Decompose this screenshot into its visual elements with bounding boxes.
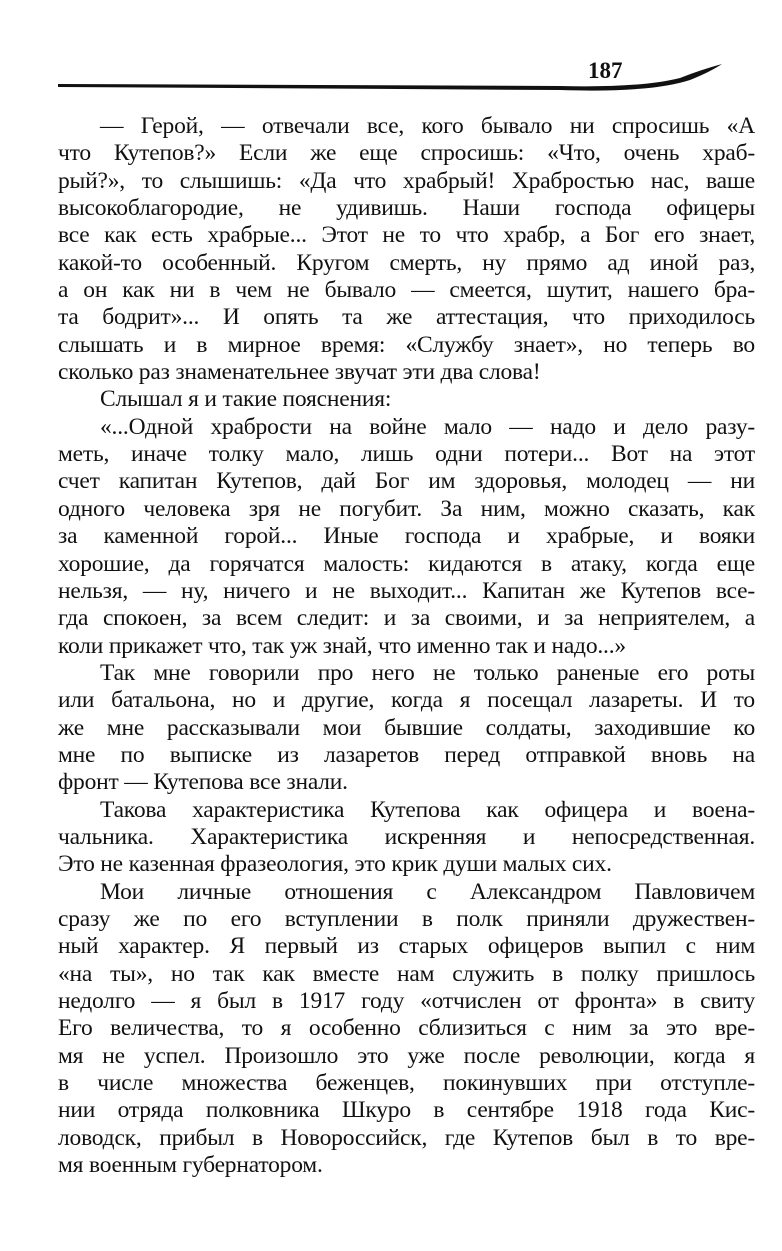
text-line: чальника. Характеристика искренняя и непосредственная. (58, 823, 755, 850)
text-line: Слышал я и такие пояснения: (100, 386, 392, 413)
header-rule-swoosh (0, 0, 782, 110)
page-number: 187 (588, 58, 623, 83)
text-line: все как есть храбрые... Этот не то что храбр, а Бог его знает, (58, 222, 755, 249)
text-line: или батальона, но и другие, когда я посещал лазареты. И то (58, 687, 755, 714)
text-line: что Кутепов?» Если же еще спросишь: «Что, очень храб- (58, 140, 755, 167)
text-line: меть, иначе толку мало, лишь одни потери... Вот на этот (58, 441, 755, 468)
text-line: а он как ни в чем не бывало — смеется, шутит, нашего бра- (58, 277, 755, 304)
text-line: сколько раз знаменательнее звучат эти два слова! (58, 359, 541, 386)
text-line: фронт — Кутепова все знали. (58, 769, 348, 796)
text-line: Мои личные отношения с Александром Павловичем (100, 878, 755, 905)
text-line: за каменной горой... Иные господа и храбрые, и вояки (58, 523, 755, 550)
text-line: коли прикажет что, так уж знай, что именно так и надо...» (58, 632, 626, 659)
text-line: счет капитан Кутепов, дай Бог им здоровья, молодец — ни (58, 468, 755, 495)
text-line: мя военным губернатором. (58, 1152, 323, 1179)
text-line: слышать и в мирное время: «Службу знает», но теперь во (58, 331, 755, 358)
body-text (58, 113, 755, 1179)
text-line: нии отряда полковника Шкуро в сентябре 1918 года Кис- (58, 1097, 755, 1124)
text-line: хорошие, да горячатся малость: кидаются в атаку, когда еще (58, 550, 755, 577)
text-line: же мне рассказывали мои бывшие солдаты, заходившие ко (58, 714, 755, 741)
text-line: мне по выписке из лазаретов перед отправкой вновь на (58, 741, 755, 768)
text-line: высокоблагородие, не удивишь. Наши господа офицеры (58, 195, 755, 222)
text-line: нельзя, — ну, ничего и не выходит... Капитан же Кутепов все- (58, 577, 755, 604)
text-line: Такова характеристика Кутепова как офицера и воена- (100, 796, 755, 823)
text-line: ный характер. Я первый из старых офицеров выпил с ним (58, 933, 755, 960)
text-line: недолго — я был в 1917 году «отчислен от фронта» в свиту (58, 988, 755, 1014)
text-line: та бодрит»... И опять та же аттестация, что приходилось (58, 304, 755, 331)
text-line: рый?», то слышишь: «Да что храбрый! Храбростью нас, ваше (58, 167, 755, 194)
text-line: «на ты», но так как вместе нам служить в полку пришлось (58, 960, 755, 987)
text-line: мя не успел. Произошло это уже после революции, когда я (58, 1042, 755, 1069)
text-line: гда спокоен, за всем следит: и за своими, и за неприятелем, а (58, 605, 755, 632)
text-line: ловодск, прибыл в Новороссийск, где Кутепов был в то вре- (58, 1124, 755, 1151)
text-line: какой-то особенный. Кругом смерть, ну прямо ад иной раз, (58, 249, 755, 276)
text-line: Это не казенная фразеология, это крик души малых сих. (58, 851, 612, 878)
text-line: — Герой, — отвечали все, кого бывало ни спросишь «А (100, 113, 755, 139)
text-line: одного человека зря не погубит. За ним, можно сказать, как (58, 495, 755, 522)
text-line: Его величества, то я особенно сблизиться с ним за это вре- (58, 1015, 755, 1042)
text-line: «...Одной храбрости на войне мало — надо и дело разу- (100, 413, 755, 440)
text-line: Так мне говорили про него не только раненые его роты (100, 659, 755, 686)
text-line: в числе множества беженцев, покинувших при отступле- (58, 1070, 755, 1097)
text-line: сразу же по его вступлении в полк приняли дружествен- (58, 905, 755, 932)
